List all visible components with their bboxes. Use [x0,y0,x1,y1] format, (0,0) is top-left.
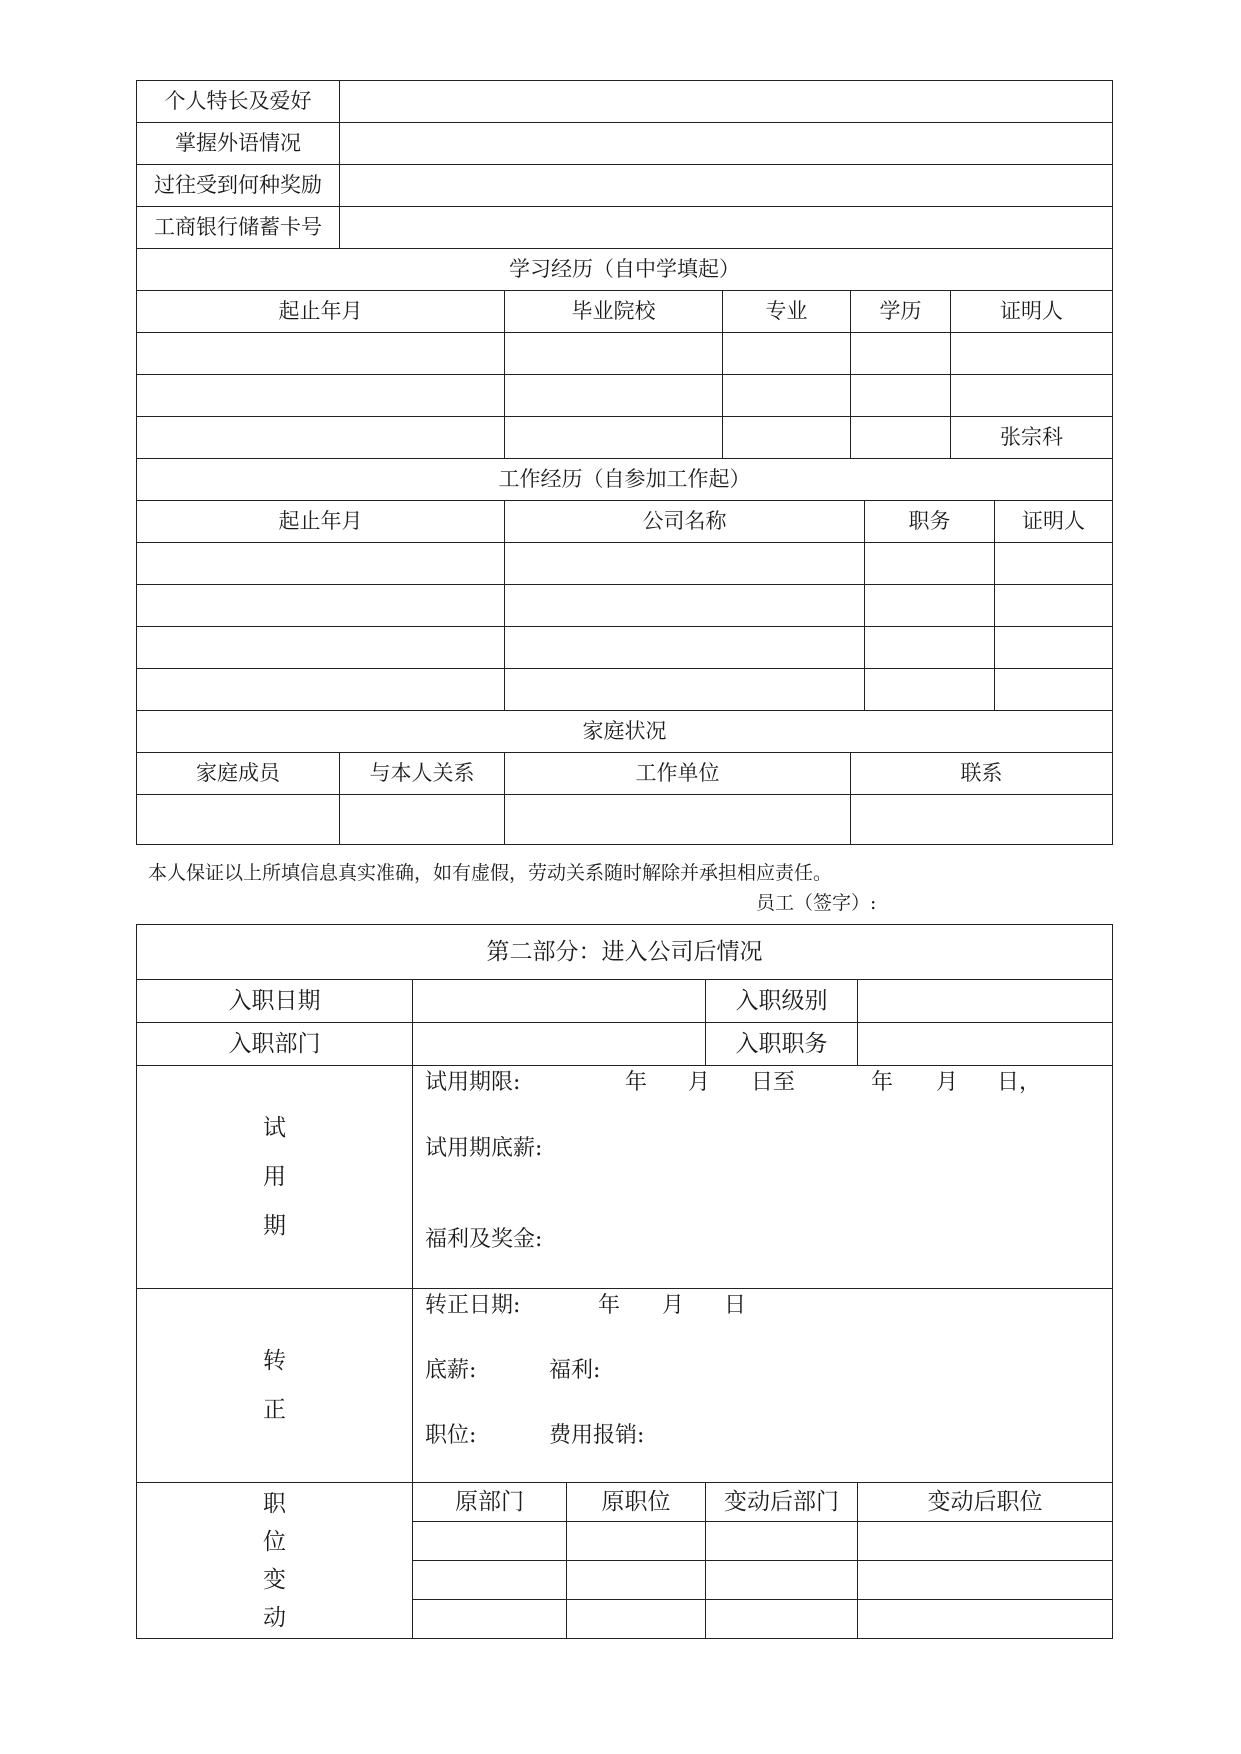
work-header-company: 公司名称 [505,501,865,543]
probation-period-label: 试用期限: [425,1070,521,1095]
change-header-new-position: 变动后职位 [858,1483,1113,1522]
family-title-row [137,711,1113,753]
probation-end-month-label: 月 [936,1070,959,1095]
regular-date-label: 转正日期: [425,1293,521,1318]
probation-end-year-label: 年 [871,1070,894,1095]
regular-day-label: 日 [724,1293,747,1318]
work-witness-cell[interactable] [995,669,1113,711]
family-header-row [137,753,1113,795]
regular-expense-label: 费用报销: [549,1423,645,1448]
study-major-cell[interactable] [723,333,851,375]
awards-row [137,165,1113,207]
family-employer-cell[interactable] [505,795,851,845]
change-new-dept-cell[interactable] [706,1600,858,1639]
specialty-row [137,81,1113,123]
study-period-cell[interactable] [137,333,505,375]
work-company-cell[interactable] [505,669,865,711]
work-company-cell[interactable] [505,627,865,669]
work-period-cell[interactable] [137,585,505,627]
regular-content[interactable] [413,1289,1113,1483]
change-header-old-position: 原职位 [567,1483,706,1522]
probation-salary-label: 试用期底薪: [425,1136,543,1161]
entry-level-field[interactable] [858,980,1113,1023]
part2-table [136,924,1113,1639]
study-school-cell[interactable] [505,333,723,375]
work-row [137,669,1113,711]
change-old-dept-cell[interactable] [413,1600,567,1639]
entry-date-label: 入职日期 [137,980,413,1023]
family-row [137,795,1113,845]
entry-row-1 [137,980,1113,1023]
study-major-cell[interactable] [723,417,851,459]
part2-title-row [137,925,1113,980]
entry-dept-label: 入职部门 [137,1023,413,1066]
study-header-school: 毕业院校 [505,291,723,333]
study-degree-cell[interactable] [851,417,951,459]
awards-field[interactable] [340,165,1113,207]
probation-content[interactable] [413,1066,1113,1289]
bank-card-label: 工商银行储蓄卡号 [137,207,340,249]
change-new-position-cell[interactable] [858,1600,1113,1639]
work-witness-cell[interactable] [995,585,1113,627]
entry-dept-field[interactable] [413,1023,706,1066]
change-new-position-cell[interactable] [858,1561,1113,1600]
specialty-field[interactable] [340,81,1113,123]
work-period-cell[interactable] [137,669,505,711]
language-label: 掌握外语情况 [137,123,340,165]
study-witness-cell[interactable] [951,375,1113,417]
entry-position-label: 入职职务 [706,1023,858,1066]
bank-card-row [137,207,1113,249]
change-new-position-cell[interactable] [858,1522,1113,1561]
work-row [137,627,1113,669]
study-period-cell[interactable] [137,375,505,417]
probation-row [137,1066,1113,1289]
awards-label: 过往受到何种奖励 [137,165,340,207]
change-header-old-dept: 原部门 [413,1483,567,1522]
change-header-new-dept: 变动后部门 [706,1483,858,1522]
work-company-cell[interactable] [505,543,865,585]
study-witness-cell[interactable]: 张宗科 [951,417,1113,459]
specialty-label: 个人特长及爱好 [137,81,340,123]
study-period-cell[interactable] [137,417,505,459]
family-header-relation: 与本人关系 [340,753,505,795]
study-school-cell[interactable] [505,375,723,417]
family-contact-cell[interactable] [851,795,1113,845]
study-major-cell[interactable] [723,375,851,417]
declaration-text: 本人保证以上所填信息真实准确，如有虚假，劳动关系随时解除并承担相应责任。 [148,862,833,884]
change-new-dept-cell[interactable] [706,1561,858,1600]
change-old-dept-cell[interactable] [413,1522,567,1561]
change-old-position-cell[interactable] [567,1600,706,1639]
probation-day-to-label: 日至 [751,1070,796,1095]
family-header-contact: 联系 [851,753,1113,795]
study-school-cell[interactable] [505,417,723,459]
family-section-title: 家庭状况 [137,711,1113,753]
study-section-title: 学习经历（自中学填起） [137,249,1113,291]
study-degree-cell[interactable] [851,375,951,417]
regular-month-label: 月 [662,1293,685,1318]
change-header-row [137,1483,1113,1522]
work-header-row [137,501,1113,543]
work-section-title: 工作经历（自参加工作起） [137,459,1113,501]
probation-end-day-label: 日， [997,1070,1042,1095]
entry-position-field[interactable] [858,1023,1113,1066]
work-header-witness: 证明人 [995,501,1113,543]
family-header-member: 家庭成员 [137,753,340,795]
work-header-period: 起止年月 [137,501,505,543]
change-new-dept-cell[interactable] [706,1522,858,1561]
family-relation-cell[interactable] [340,795,505,845]
change-label: 职 位 变 动 [137,1483,413,1639]
probation-year-label: 年 [625,1070,648,1095]
work-witness-cell[interactable] [995,543,1113,585]
study-row [137,375,1113,417]
work-title-cell[interactable] [865,627,995,669]
signature-label: 员工（签字）: [756,892,877,914]
study-header-period: 起止年月 [137,291,505,333]
study-header-witness: 证明人 [951,291,1113,333]
regular-position-label: 职位: [425,1423,477,1448]
work-company-cell[interactable] [505,585,865,627]
entry-row-2 [137,1023,1113,1066]
language-field[interactable] [340,123,1113,165]
study-title-row [137,249,1113,291]
study-row [137,417,1113,459]
bank-card-field[interactable] [340,207,1113,249]
change-old-position-cell[interactable] [567,1561,706,1600]
language-row [137,123,1113,165]
regular-base-salary-label: 底薪: [425,1358,477,1383]
work-period-cell[interactable] [137,627,505,669]
work-title-cell[interactable] [865,669,995,711]
family-member-cell[interactable] [137,795,340,845]
probation-label: 试 用 期 [137,1066,413,1289]
part2-title: 第二部分：进入公司后情况 [137,925,1113,980]
work-title-row [137,459,1113,501]
entry-level-label: 入职级别 [706,980,858,1023]
part1-table [136,80,1113,845]
work-row [137,543,1113,585]
work-period-cell[interactable] [137,543,505,585]
work-title-cell[interactable] [865,543,995,585]
study-witness-cell[interactable] [951,333,1113,375]
regular-welfare-label: 福利: [549,1358,601,1383]
entry-date-field[interactable] [413,980,706,1023]
study-header-major: 专业 [723,291,851,333]
study-degree-cell[interactable] [851,333,951,375]
regular-year-label: 年 [598,1293,621,1318]
work-title-cell[interactable] [865,585,995,627]
probation-month-label: 月 [688,1070,711,1095]
family-header-employer: 工作单位 [505,753,851,795]
probation-benefits-label: 福利及奖金: [425,1227,543,1252]
regular-row [137,1289,1113,1483]
change-old-position-cell[interactable] [567,1522,706,1561]
change-old-dept-cell[interactable] [413,1561,567,1600]
work-header-title: 职务 [865,501,995,543]
regular-label: 转 正 [137,1289,413,1483]
study-header-row [137,291,1113,333]
study-header-degree: 学历 [851,291,951,333]
work-witness-cell[interactable] [995,627,1113,669]
study-row [137,333,1113,375]
work-row [137,585,1113,627]
